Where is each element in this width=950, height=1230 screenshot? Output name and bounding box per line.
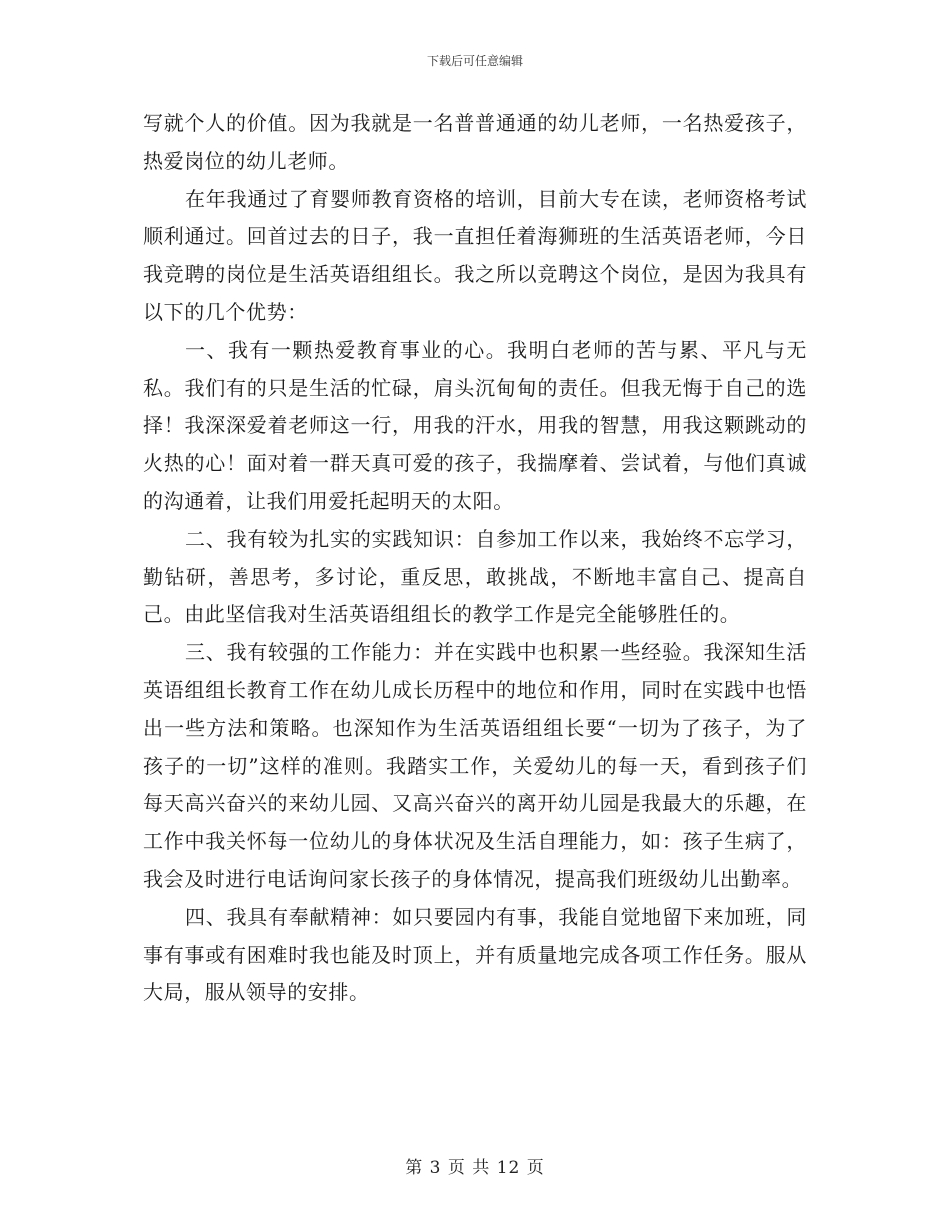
paragraph-advantage-2: 二、我有较为扎实的实践知识：自参加工作以来，我始终不忘学习，勤钻研，善思考，多讨论，重反思，敢挑战，不断地丰富自己、提高自己。由此坚信我对生活英语组组长的教学工作是完全能够胜任的。 (143, 526, 807, 627)
page-label-prefix: 第 (405, 1158, 424, 1178)
paragraph-continuation: 写就个人的价值。因为我就是一名普普通通的幼儿老师，一名热爱孩子，热爱岗位的幼儿老师。 (143, 111, 807, 173)
current-page-number: 3 (429, 1158, 442, 1178)
total-pages-number: 12 (496, 1158, 521, 1178)
document-body (143, 105, 807, 1012)
paragraph-qualifications: 在年我通过了育婴师教育资格的培训，目前大专在读，老师资格考试顺利通过。回首过去的日子，我一直担任着海狮班的生活英语老师，今日我竞聘的岗位是生活英语组组长。我之所以竞聘这个岗位，是因为我具有以下的几个优势： (143, 186, 807, 324)
paragraph-advantage-4: 四、我具有奉献精神：如只要园内有事，我能自觉地留下来加班，同事有事或有困难时我也能及时顶上，并有质量地完成各项工作任务。服从大局，服从领导的安排。 (143, 904, 807, 1005)
page-label-suffix: 页 (526, 1158, 545, 1178)
page-footer (0, 1153, 950, 1178)
paragraph-advantage-1: 一、我有一颗热爱教育事业的心。我明白老师的苦与累、平凡与无私。我们有的只是生活的忙碌，肩头沉甸甸的责任。但我无悔于自己的选择！我深深爱着老师这一行，用我的汗水，用我的智慧，用我这颗跳动的火热的心！面对着一群天真可爱的孩子，我揣摩着、尝试着，与他们真诚的沟通着，让我们用爱托起明天的太阳。 (143, 337, 807, 513)
page-header: 下载后可任意编辑 (426, 54, 523, 68)
page-label-middle: 页 共 (447, 1158, 491, 1178)
paragraph-advantage-3: 三、我有较强的工作能力：并在实践中也积累一些经验。我深知生活英语组组长教育工作在幼儿成长历程中的地位和作用，同时在实践中也悟出一些方法和策略。也深知作为生活英语组组长要“一切为了孩子，为了孩子的一切”这样的准则。我踏实工作，关爱幼儿的每一天，看到孩子们每天高兴奋兴的来幼儿园、又高兴奋兴的离开幼儿园是我最大的乐趣，在工作中我关怀每一位幼儿的身体状况及生活自理能力，如：孩子生病了，我会及时进行电话询问家长孩子的身体情况，提高我们班级幼儿出勤率。 (143, 640, 807, 891)
